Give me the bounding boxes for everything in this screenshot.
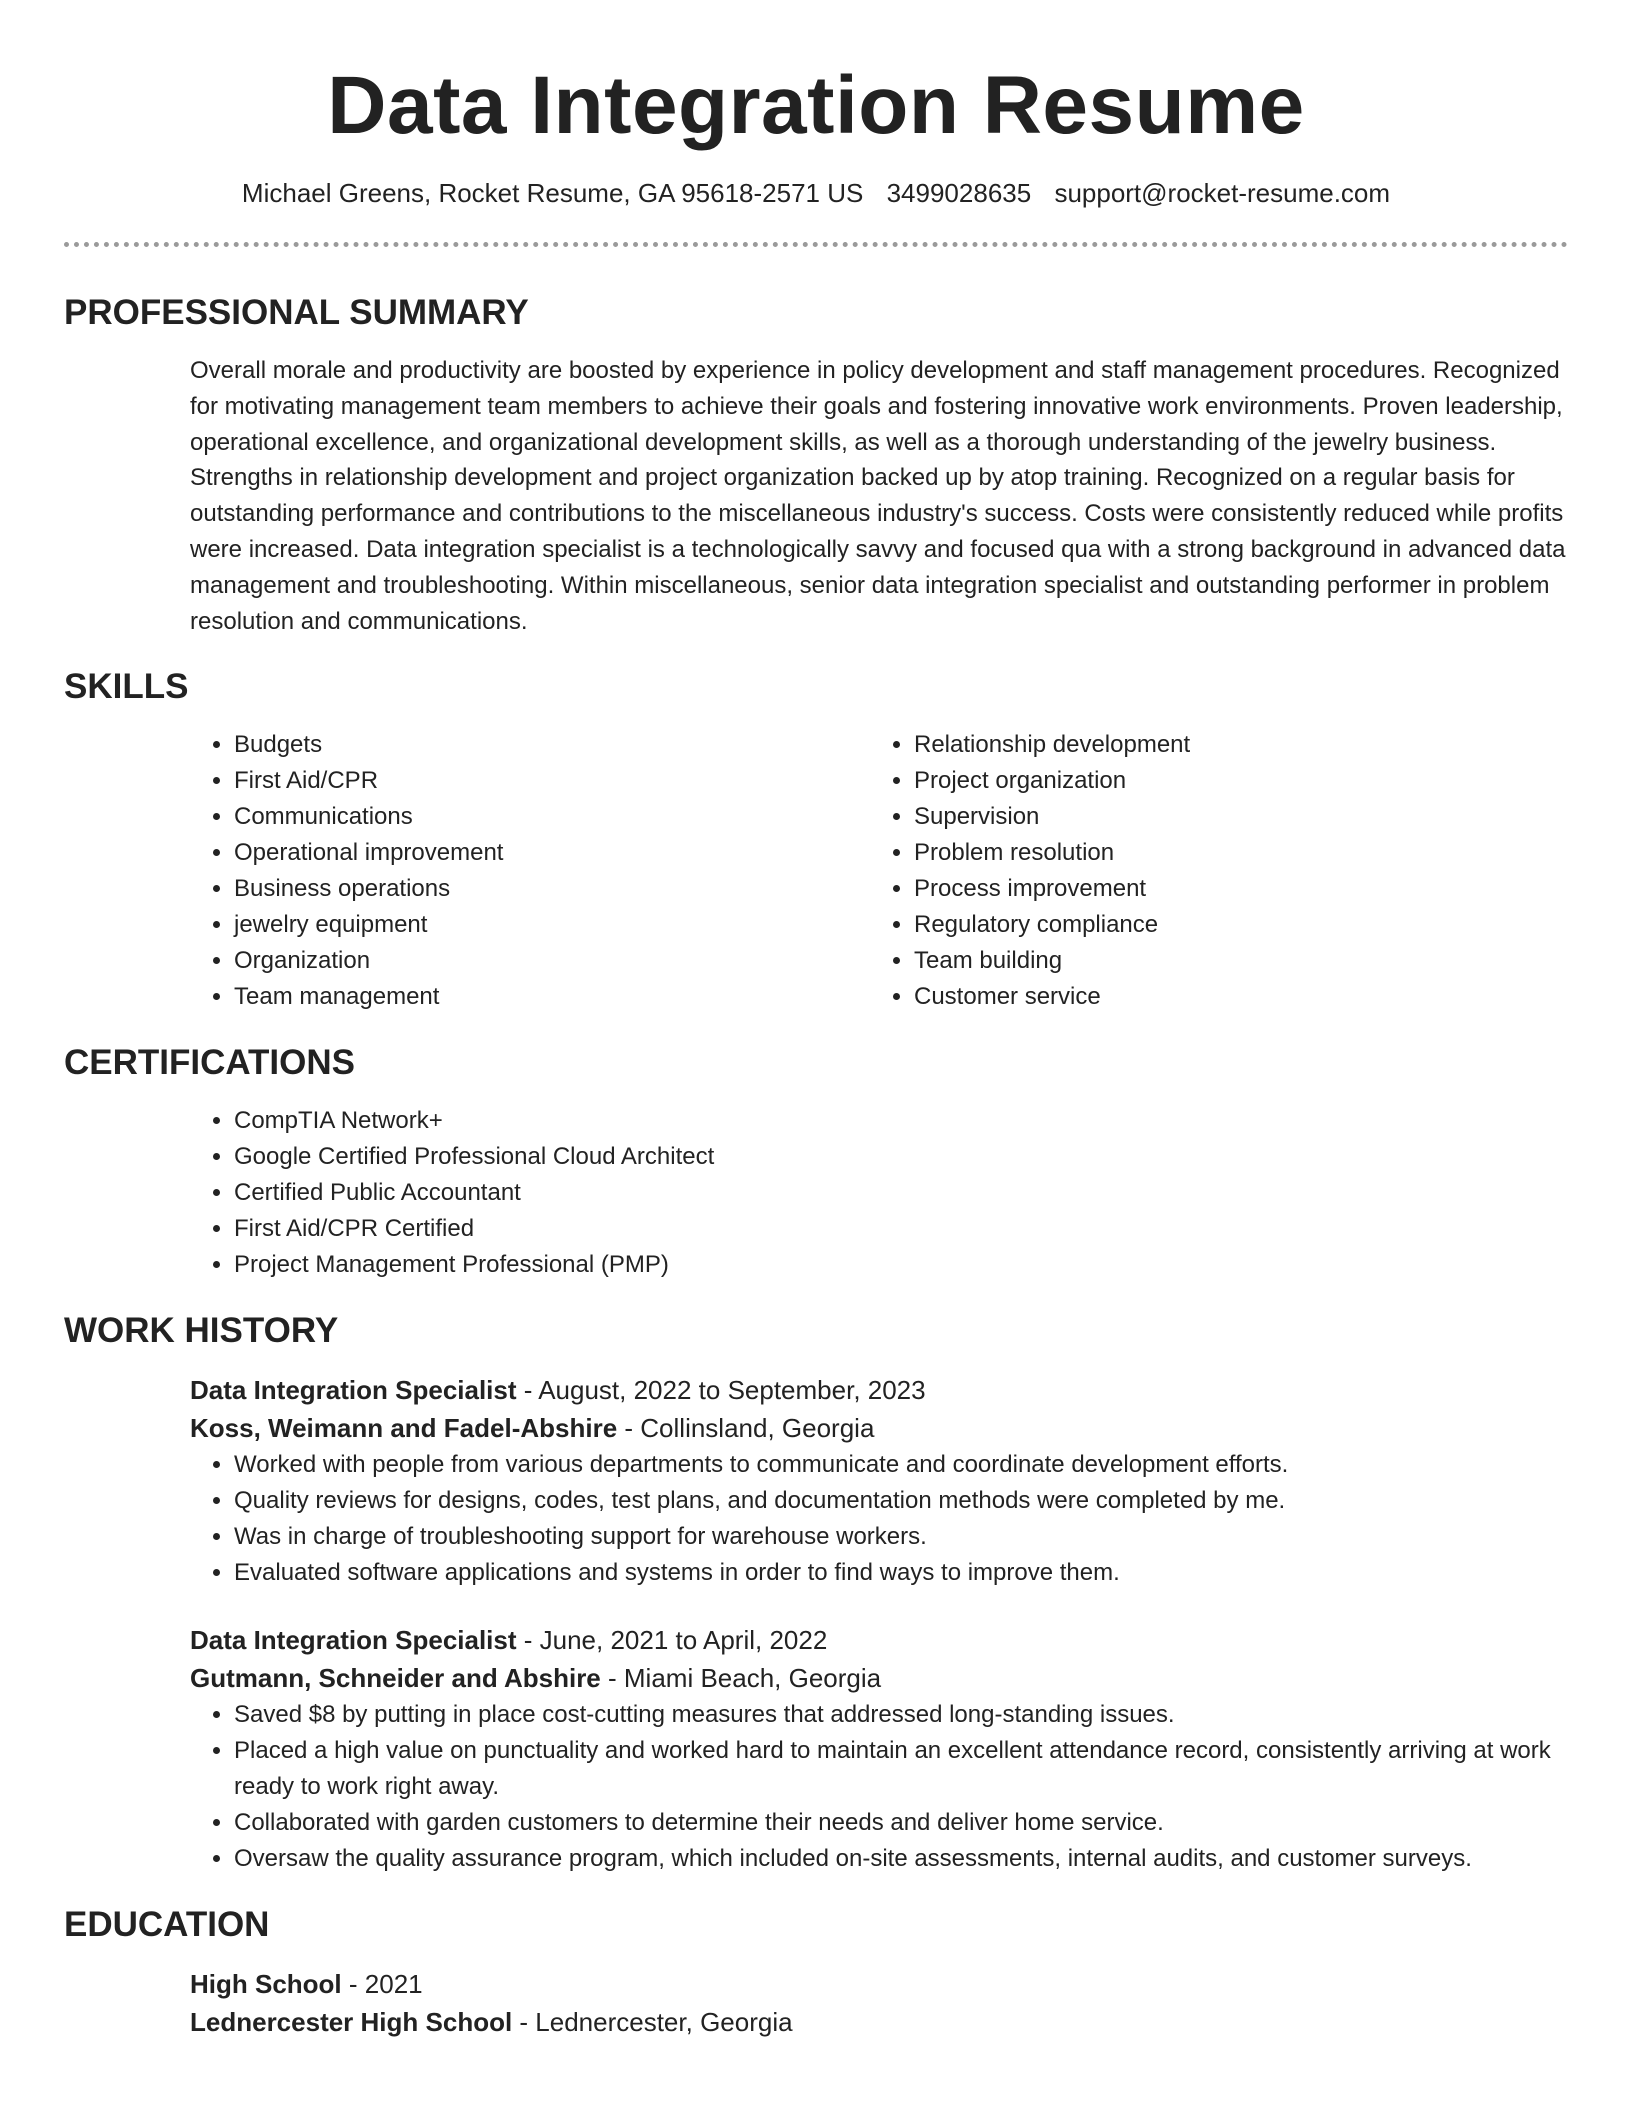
summary-text: Overall morale and productivity are boosted by experience in policy development and staff management procedures. Recognized for motivating management team members to achieve their goals and fostering innovative work environments. Proven leadership, operational excellence, and organizational development skills, as well as a thorough understanding of the jewelry business. Strengths in relationship development and project organization backed up by atop training. Recognized on a regular basis for outstanding performance and contributions to the miscellaneous industry's success. Costs were consistently reduced while profits were increased. Data integration specialist is a technologically savvy and focused qua with a strong background in advanced data management and troubleshooting. Within miscellaneous, senior data integration specialist and outstanding performer in problem resolution and communications. (190, 357, 1566, 635)
skills-right-column (870, 727, 1550, 1015)
job-bullet: • Collaborated with garden customers to determine their needs and deliver home service. (234, 1805, 1568, 1841)
education-entry (190, 1965, 1568, 2041)
job-bullet: • Oversaw the quality assurance program, which included on-site assessments, internal audits, and customer surveys. (234, 1841, 1568, 1877)
job-bullet: • Quality reviews for designs, codes, test plans, and documentation methods were completed by me. (234, 1483, 1568, 1519)
job-dates: - August, 2022 to September, 2023 (516, 1375, 926, 1406)
education-degree: High School (190, 1969, 342, 2000)
skill-item: • Budgets (234, 727, 870, 763)
contact-address: Michael Greens, Rocket Resume, GA 95618-2571 US (241, 178, 864, 208)
skill-item: • Communications (234, 799, 870, 835)
header-divider (64, 242, 1568, 247)
education-section (64, 1903, 1568, 2041)
summary-heading: PROFESSIONAL SUMMARY (64, 293, 529, 332)
job-entry (190, 1621, 1568, 1877)
work-history-section (64, 1309, 1568, 1877)
job-location: - Collinsland, Georgia (617, 1413, 875, 1444)
skills-left-list (190, 727, 870, 1015)
skill-item: • Team management (234, 979, 870, 1015)
skill-item: • Team building (914, 943, 1550, 979)
job-bullets (190, 1697, 1568, 1877)
skill-item: • Relationship development (914, 727, 1550, 763)
certification-item: • Project Management Professional (PMP) (234, 1247, 1568, 1283)
job-entry (190, 1371, 1568, 1591)
job-bullet: • Saved $8 by putting in place cost-cutting measures that addressed long-standing issues. (234, 1697, 1568, 1733)
certification-item: • Certified Public Accountant (234, 1175, 1568, 1211)
skill-item: • Operational improvement (234, 835, 870, 871)
skill-item: • Business operations (234, 871, 870, 907)
skill-item: • Supervision (914, 799, 1550, 835)
job-company-line (190, 1409, 1568, 1447)
education-school: Lednercester High School (190, 2007, 513, 2038)
job-title: Data Integration Specialist (190, 1375, 517, 1406)
certification-item: • First Aid/CPR Certified (234, 1211, 1568, 1247)
job-title: Data Integration Specialist (190, 1625, 517, 1656)
job-company: Gutmann, Schneider and Abshire (190, 1663, 601, 1694)
certifications-body (190, 1103, 1568, 1283)
education-heading: EDUCATION (64, 1905, 270, 1945)
certifications-list (190, 1103, 1568, 1283)
job-bullet: • Evaluated software applications and systems in order to find ways to improve them. (234, 1555, 1568, 1591)
certifications-heading: CERTIFICATIONS (64, 1043, 356, 1083)
work-history-heading: WORK HISTORY (64, 1311, 339, 1351)
skill-item: • Project organization (914, 763, 1550, 799)
certification-item: • CompTIA Network+ (234, 1103, 1568, 1139)
skills-left-column (190, 727, 870, 1015)
education-degree-line (190, 1965, 1568, 2003)
skill-item: • jewelry equipment (234, 907, 870, 943)
job-bullets (190, 1447, 1568, 1591)
skills-section (64, 665, 1568, 1015)
job-title-line (190, 1621, 1568, 1659)
skill-item: • First Aid/CPR (234, 763, 870, 799)
resume-page (64, 0, 1568, 2041)
skill-item: • Process improvement (914, 871, 1550, 907)
summary-body (190, 353, 1568, 639)
skill-item: • Customer service (914, 979, 1550, 1015)
contact-phone: 3499028635 (886, 178, 1032, 208)
job-bullet: • Worked with people from various departments to communicate and coordinate development efforts. (234, 1447, 1568, 1483)
education-school-line (190, 2003, 1568, 2041)
skills-grid (190, 727, 1568, 1015)
certification-item: • Google Certified Professional Cloud Architect (234, 1139, 1568, 1175)
education-location: - Lednercester, Georgia (512, 2007, 793, 2038)
contact-email: support@rocket-resume.com (1054, 178, 1391, 208)
summary-section (64, 291, 1568, 639)
skill-item: • Regulatory compliance (914, 907, 1550, 943)
skills-heading: SKILLS (64, 667, 189, 707)
skill-item: • Organization (234, 943, 870, 979)
job-location: - Miami Beach, Georgia (600, 1663, 882, 1694)
job-company: Koss, Weimann and Fadel-Abshire (190, 1413, 618, 1444)
job-company-line (190, 1659, 1568, 1697)
contact-line (64, 176, 1568, 210)
job-title-line (190, 1371, 1568, 1409)
job-bullet: • Was in charge of troubleshooting support for warehouse workers. (234, 1519, 1568, 1555)
job-bullet: • Placed a high value on punctuality and worked hard to maintain an excellent attendance record, consistently arriving at work ready to work right away. (234, 1733, 1568, 1805)
job-dates: - June, 2021 to April, 2022 (516, 1625, 828, 1656)
resume-title: Data Integration Resume (327, 60, 1305, 151)
certifications-section (64, 1041, 1568, 1283)
skill-item: • Problem resolution (914, 835, 1550, 871)
education-year: - 2021 (341, 1969, 423, 2000)
skills-right-list (870, 727, 1550, 1015)
